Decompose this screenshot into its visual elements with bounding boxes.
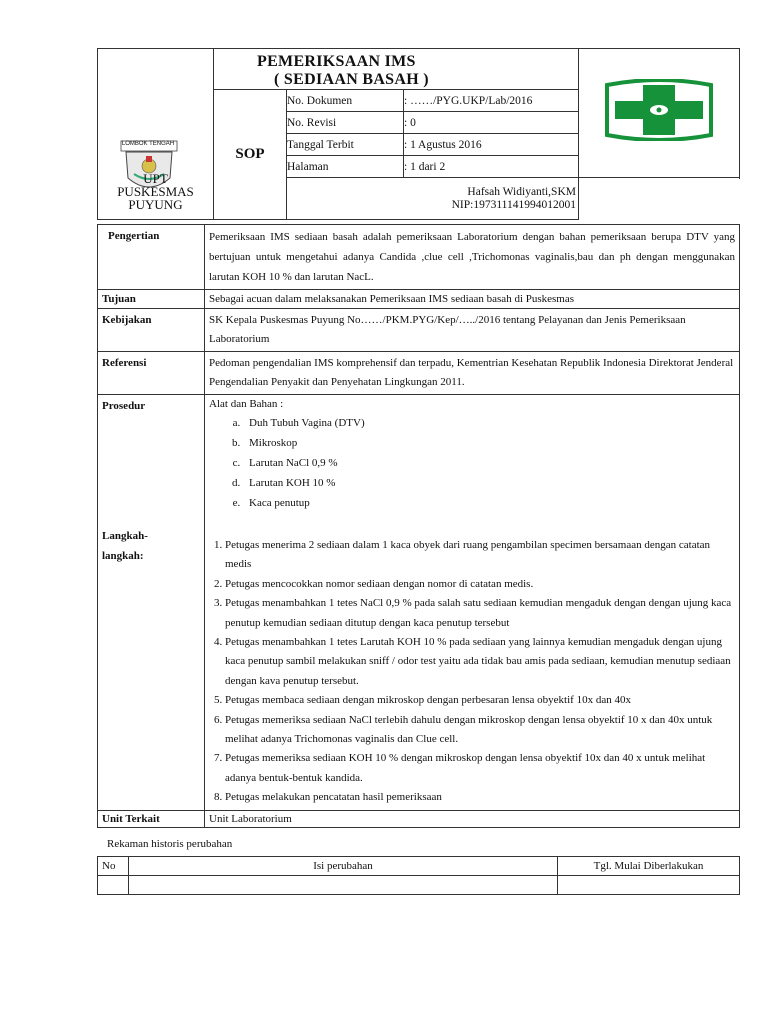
alat-item: c. Larutan NaCl 0,9 %	[243, 453, 735, 473]
tujuan-text: Sebagai acuan dalam melaksanakan Pemeriksaan IMS sediaan basah di Puskesmas	[205, 290, 740, 309]
prosedur-content	[205, 395, 740, 811]
history-col-no: No	[98, 857, 129, 876]
history-cell	[129, 876, 558, 895]
prosedur-label-cell	[98, 395, 205, 811]
org-line-1: UPT	[143, 171, 168, 186]
title-cell	[214, 49, 579, 90]
org-name	[98, 172, 213, 211]
green-cross-icon	[603, 79, 715, 144]
step-item: 7. Petugas memeriksa sediaan KOH 10 % dengan mikroskop dengan lensa obyektif 10x dan 40 x untuk melihat adanya bentuk-bentuk kandida.	[225, 749, 735, 788]
history-caption: Rekaman historis perubahan	[107, 838, 233, 850]
history-header-row	[98, 857, 740, 876]
sop-content-table	[97, 224, 740, 828]
meta-cell	[287, 90, 579, 178]
unit-text: Unit Laboratorium	[205, 810, 740, 827]
org-line-2: PUSKESMAS	[117, 184, 194, 199]
pengertian-text: Pemeriksaan IMS sediaan basah adalah pemeriksaan Laboratorium dengan bahan pemeriksaan berupa DTV yang bertujuan untuk mengetahui adanya Candida ,clue cell ,Trichomonas vaginalis,bau dan ph dengan menggunakan larutan KOH 10 % dan larutan NacL.	[205, 225, 740, 290]
signer-cell	[287, 178, 579, 220]
history-table	[97, 856, 740, 895]
row-referensi	[98, 352, 740, 395]
langkah-label-1: Langkah-	[102, 530, 148, 542]
sop-cell	[214, 90, 287, 220]
alat-list	[209, 413, 735, 513]
logo-region-text: LOMBOK TENGAH	[121, 141, 175, 147]
meta-value-3: : 1 dari 2	[404, 156, 579, 178]
step-item: 3. Petugas menambahkan 1 tetes NaCl 0,9 % pada salah satu sediaan kemudian mengaduk dengan dengan ujung kaca penutup kemudian sediaan ditutup dengan kaca penutup tersebut	[225, 594, 735, 633]
unit-label: Unit Terkait	[98, 810, 205, 827]
alat-item: d. Larutan KOH 10 %	[243, 473, 735, 493]
alat-title: Alat dan Bahan :	[209, 398, 284, 410]
history-cell	[558, 876, 740, 895]
emblem-cell	[579, 49, 740, 178]
meta-label-3: Halaman	[287, 156, 404, 178]
doc-title-line2: ( SEDIAAN BASAH )	[274, 71, 429, 88]
meta-value-2: : 1 Agustus 2016	[404, 134, 579, 156]
header-table	[97, 48, 740, 220]
row-prosedur	[98, 395, 740, 811]
row-pengertian	[98, 225, 740, 290]
step-item: 4. Petugas menambahkan 1 tetes Larutah KOH 10 % pada sediaan yang lainnya kemudian mengaduk dengan ujung kaca penutup sambil melakukan sniff / odor test yaitu ada tidak bau amis pada sediaan, kemudian menutup sediaan dengan kava penutup tersebut.	[225, 633, 735, 691]
org-line-3: PUYUNG	[128, 197, 183, 212]
step-item: 5. Petugas membaca sediaan dengan mikroskop dengan perbesaran lensa obyektif 10x dan 40x	[225, 691, 735, 710]
history-cell	[98, 876, 129, 895]
alat-item: a. Duh Tubuh Vagina (DTV)	[243, 413, 735, 433]
step-item: 1. Petugas menerima 2 sediaan dalam 1 kaca obyek dari ruang pengambilan specimen bersamaan dengan catatan medis	[225, 536, 735, 575]
prosedur-label: Prosedur	[102, 400, 146, 412]
sop-label: SOP	[235, 146, 265, 162]
doc-title-line1: PEMERIKSAAN IMS	[257, 53, 416, 70]
alat-item: e. Kaca penutup	[243, 493, 735, 513]
kebijakan-label: Kebijakan	[98, 309, 205, 352]
alat-item: b. Mikroskop	[243, 433, 735, 453]
step-item: 6. Petugas memeriksa sediaan NaCl terlebih dahulu dengan mikroskop dengan lensa obyektif 10 x dan 40x untuk melihat adanya Trichomonas vaginalis dan Clue cell.	[225, 711, 735, 750]
history-empty-row	[98, 876, 740, 895]
tujuan-label: Tujuan	[98, 290, 205, 309]
history-col-tgl: Tgl. Mulai Diberlakukan	[558, 857, 740, 876]
meta-table	[287, 90, 578, 177]
logo-cell	[98, 49, 214, 220]
meta-label-1: No. Revisi	[287, 112, 404, 134]
signer-name: Hafsah Widiyanti,SKM	[467, 185, 576, 198]
meta-value-1: : 0	[404, 112, 579, 134]
langkah-label	[102, 526, 148, 566]
steps-list	[209, 536, 735, 808]
row-tujuan	[98, 290, 740, 309]
referensi-label: Referensi	[98, 352, 205, 395]
kebijakan-text: SK Kepala Puskesmas Puyung No……/PKM.PYG/Kep/…../2016 tentang Pelayanan dan Jenis Pemeriksaan Laboratorium	[205, 309, 740, 352]
signer-nip: NIP:197311141994012001	[451, 198, 576, 211]
meta-label-0: No. Dokumen	[287, 90, 404, 112]
step-item: 8. Petugas melakukan pencatatan hasil pemeriksaan	[225, 788, 735, 807]
langkah-label-2: langkah:	[102, 550, 144, 562]
meta-label-2: Tanggal Terbit	[287, 134, 404, 156]
pengertian-label: Pengertian	[98, 225, 205, 290]
meta-value-0: : ……/PYG.UKP/Lab/2016	[404, 90, 579, 112]
row-unit	[98, 810, 740, 827]
step-item: 2. Petugas mencocokkan nomor sediaan dengan nomor di catatan medis.	[225, 575, 735, 594]
history-col-isi: Isi perubahan	[129, 857, 558, 876]
referensi-text: Pedoman pengendalian IMS komprehensif dan terpadu, Kementrian Kesehatan Republik Indonesia Direktorat Jenderal Pengendalian Penyakit dan Penyehatan Lingkungan 2011.	[205, 352, 740, 395]
row-kebijakan	[98, 309, 740, 352]
